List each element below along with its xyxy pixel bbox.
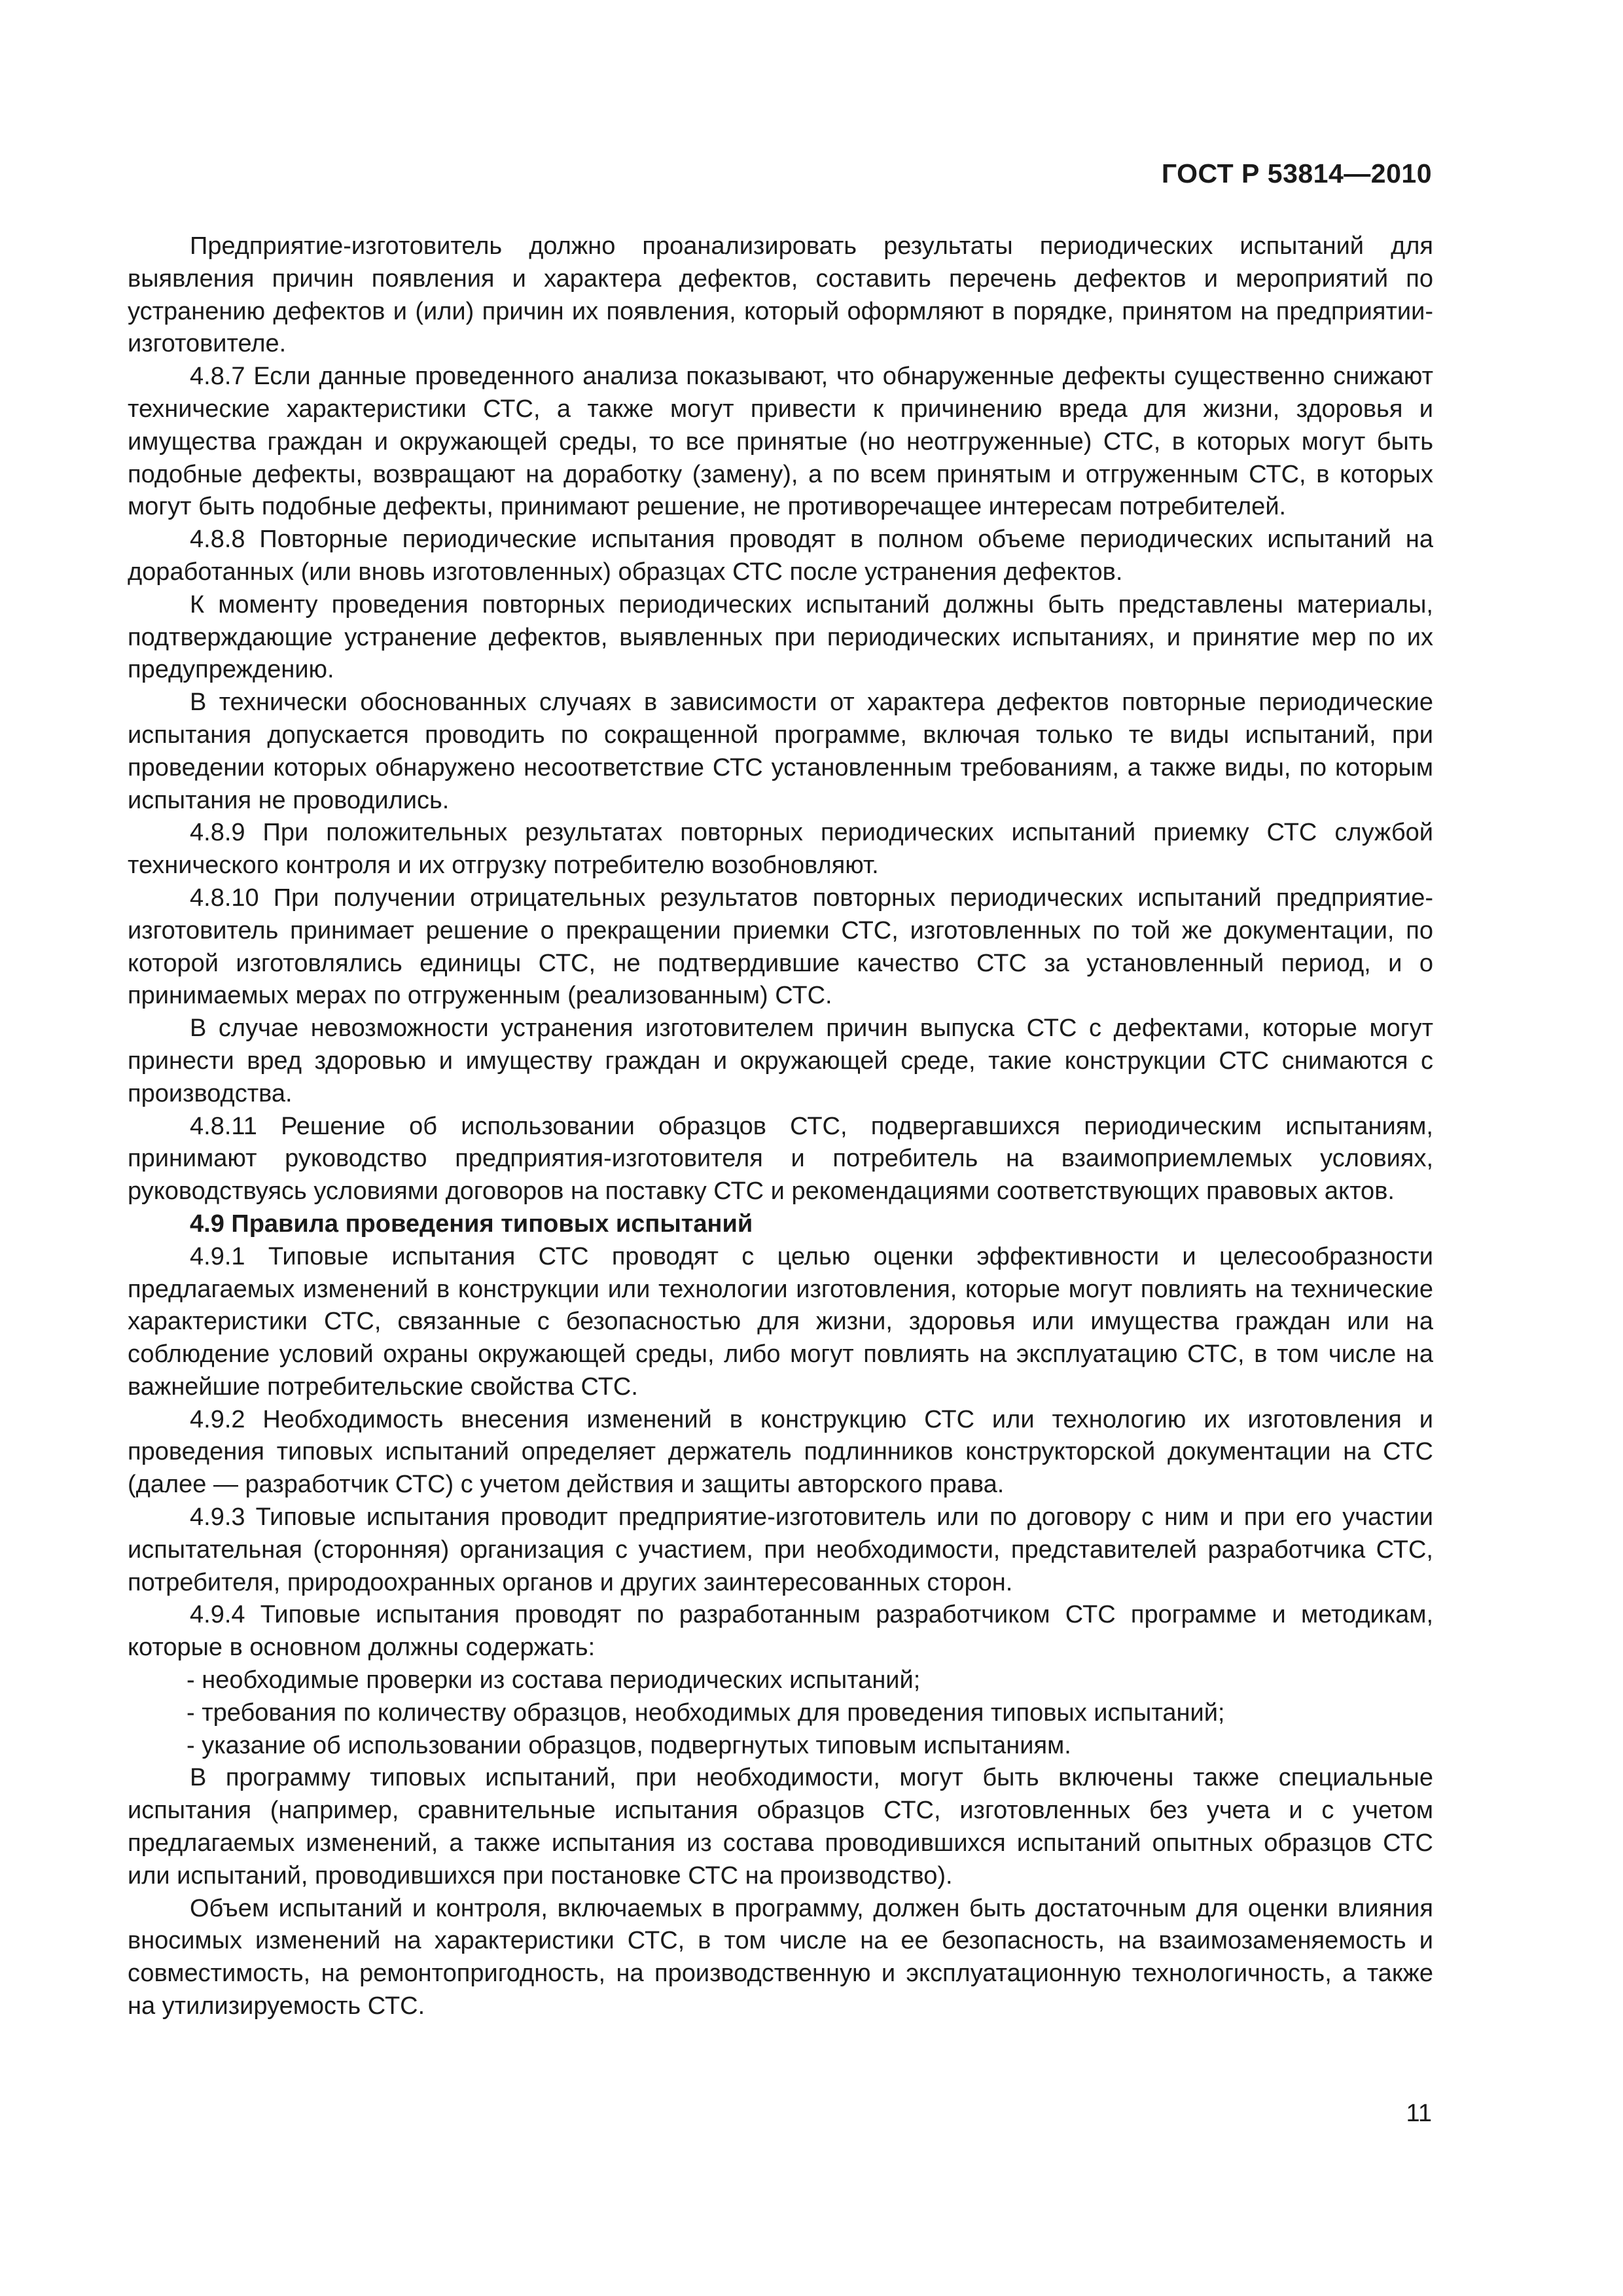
list-item: - необходимые проверки из состава периодических испытаний; [187,1666,921,1695]
paragraph: 4.8.7 Если данные проведенного анализа показывают, что обнаруженные дефекты существенно снижают технические характеристики СТС, а также могут привести к причинению вреда для жизни, здоровья и имущества граждан и окружающей среды, то все принятые (но неотгруженные) СТС, в которых могут быть подобные дефекты, возвращают на доработку (замену), а по всем принятым и отгруженным СТС, в которых могут быть подобные дефекты, принимают решение, не противоречащее интересам потребителей. [128,363,1433,521]
paragraph: 4.9.3 Типовые испытания проводит предприятие-изготовитель или по договору с ним и при его участии испытательная (сторонняя) организация с участием, при необходимости, представителей разработчика СТС, потребителя, природоохранных органов и других заинтересованных сторон. [128,1503,1433,1596]
paragraph: 4.9.1 Типовые испытания СТС проводят с целью оценки эффективности и целесообразности предлагаемых изменений в конструкции или технологии изготовления, которые могут повлиять на технические характеристики СТС, связанные с безопасностью для жизни, здоровья или имущества граждан или на соблюдение условий охраны окружающей среды, либо могут повлиять на эксплуатацию СТС, в том числе на важнейшие потребительские свойства СТС. [128,1242,1433,1401]
paragraph: В технически обоснованных случаях в зависимости от характера дефектов повторные периодические испытания допускается проводить по сокращенной программе, включая только те виды испытаний, при проведении которых обнаружено несоответствие СТС установленным требованиям, а также виды, по которым испытания не проводились. [128,689,1433,814]
page-number: 11 [1406,2100,1432,2127]
list-item: - требования по количеству образцов, необходимых для проведения типовых испытаний; [187,1698,1225,1727]
paragraph: 4.8.9 При положительных результатах повторных периодических испытаний приемку СТС службой технического контроля и их отгрузку потребителю возобновляют. [128,819,1433,880]
paragraph: Предприятие-изготовитель должно проанализировать результаты периодических испытаний для выявления причин появления и характера дефектов, составить перечень дефектов и мероприятий по устранению дефектов и (или) причин их появления, который оформляют в порядке, принятом на предприятии-изготовителе. [128,232,1433,358]
paragraph: 4.9.4 Типовые испытания проводят по разработанным разработчиком СТС программе и методикам, которые в основном должны содержать: [128,1601,1433,1662]
section-heading: 4.9 Правила проведения типовых испытаний [190,1210,753,1238]
paragraph: 4.9.2 Необходимость внесения изменений в конструкцию СТС или технологию их изготовления и проведения типовых испытаний определяет держатель подлинников конструкторской документации на СТС (далее — разработчик СТС) с учетом действия и защиты авторского права. [128,1405,1433,1499]
document-body [128,230,1433,2023]
document-header: ГОСТ Р 53814—2010 [1161,158,1432,188]
paragraph: В случае невозможности устранения изготовителем причин выпуска СТС с дефектами, которые могут принести вред здоровью и имуществу граждан и окружающей среде, такие конструкции СТС снимаются с производства. [128,1014,1433,1107]
list-item: - указание об использовании образцов, подвергнутых типовым испытаниям. [187,1731,1071,1759]
paragraph: 4.8.10 При получении отрицательных результатов повторных периодических испытаний предприятие-изготовитель принимает решение о прекращении приемки СТС, изготовленных по той же документации, по которой изготовлялись единицы СТС, не подтвердившие качество СТС за установленный период, и о принимаемых мерах по отгруженным (реализованным) СТС. [128,884,1433,1010]
paragraph: Объем испытаний и контроля, включаемых в программу, должен быть достаточным для оценки влияния вносимых изменений на характеристики СТС, в том числе на ее безопасность, на взаимозаменяемость и совместимость, на ремонтопригодность, на производственную и эксплуатационную технологичность, а также на утилизируемость СТС. [128,1894,1433,2020]
paragraph: 4.8.8 Повторные периодические испытания проводят в полном объеме периодических испытаний на доработанных (или вновь изготовленных) образцах СТС после устранения дефектов. [128,526,1433,586]
paragraph: К моменту проведения повторных периодических испытаний должны быть представлены материалы, подтверждающие устранение дефектов, выявленных при периодических испытаниях, и принятие мер по их предупреждению. [128,590,1433,684]
paragraph: В программу типовых испытаний, при необходимости, могут быть включены также специальные испытания (например, сравнительные испытания образцов СТС, изготовленных без учета и с учетом предлагаемых изменений, а также испытания из состава проводившихся испытаний опытных образцов СТС или испытаний, проводившихся при постановке СТС на производство). [128,1764,1433,1890]
paragraph: 4.8.11 Решение об использовании образцов СТС, подвергавшихся периодическим испытаниям, принимают руководство предприятия-изготовителя и потребитель на взаимоприемлемых условиях, руководствуясь условиями договоров на поставку СТС и рекомендациями соответствующих правовых актов. [128,1112,1433,1206]
